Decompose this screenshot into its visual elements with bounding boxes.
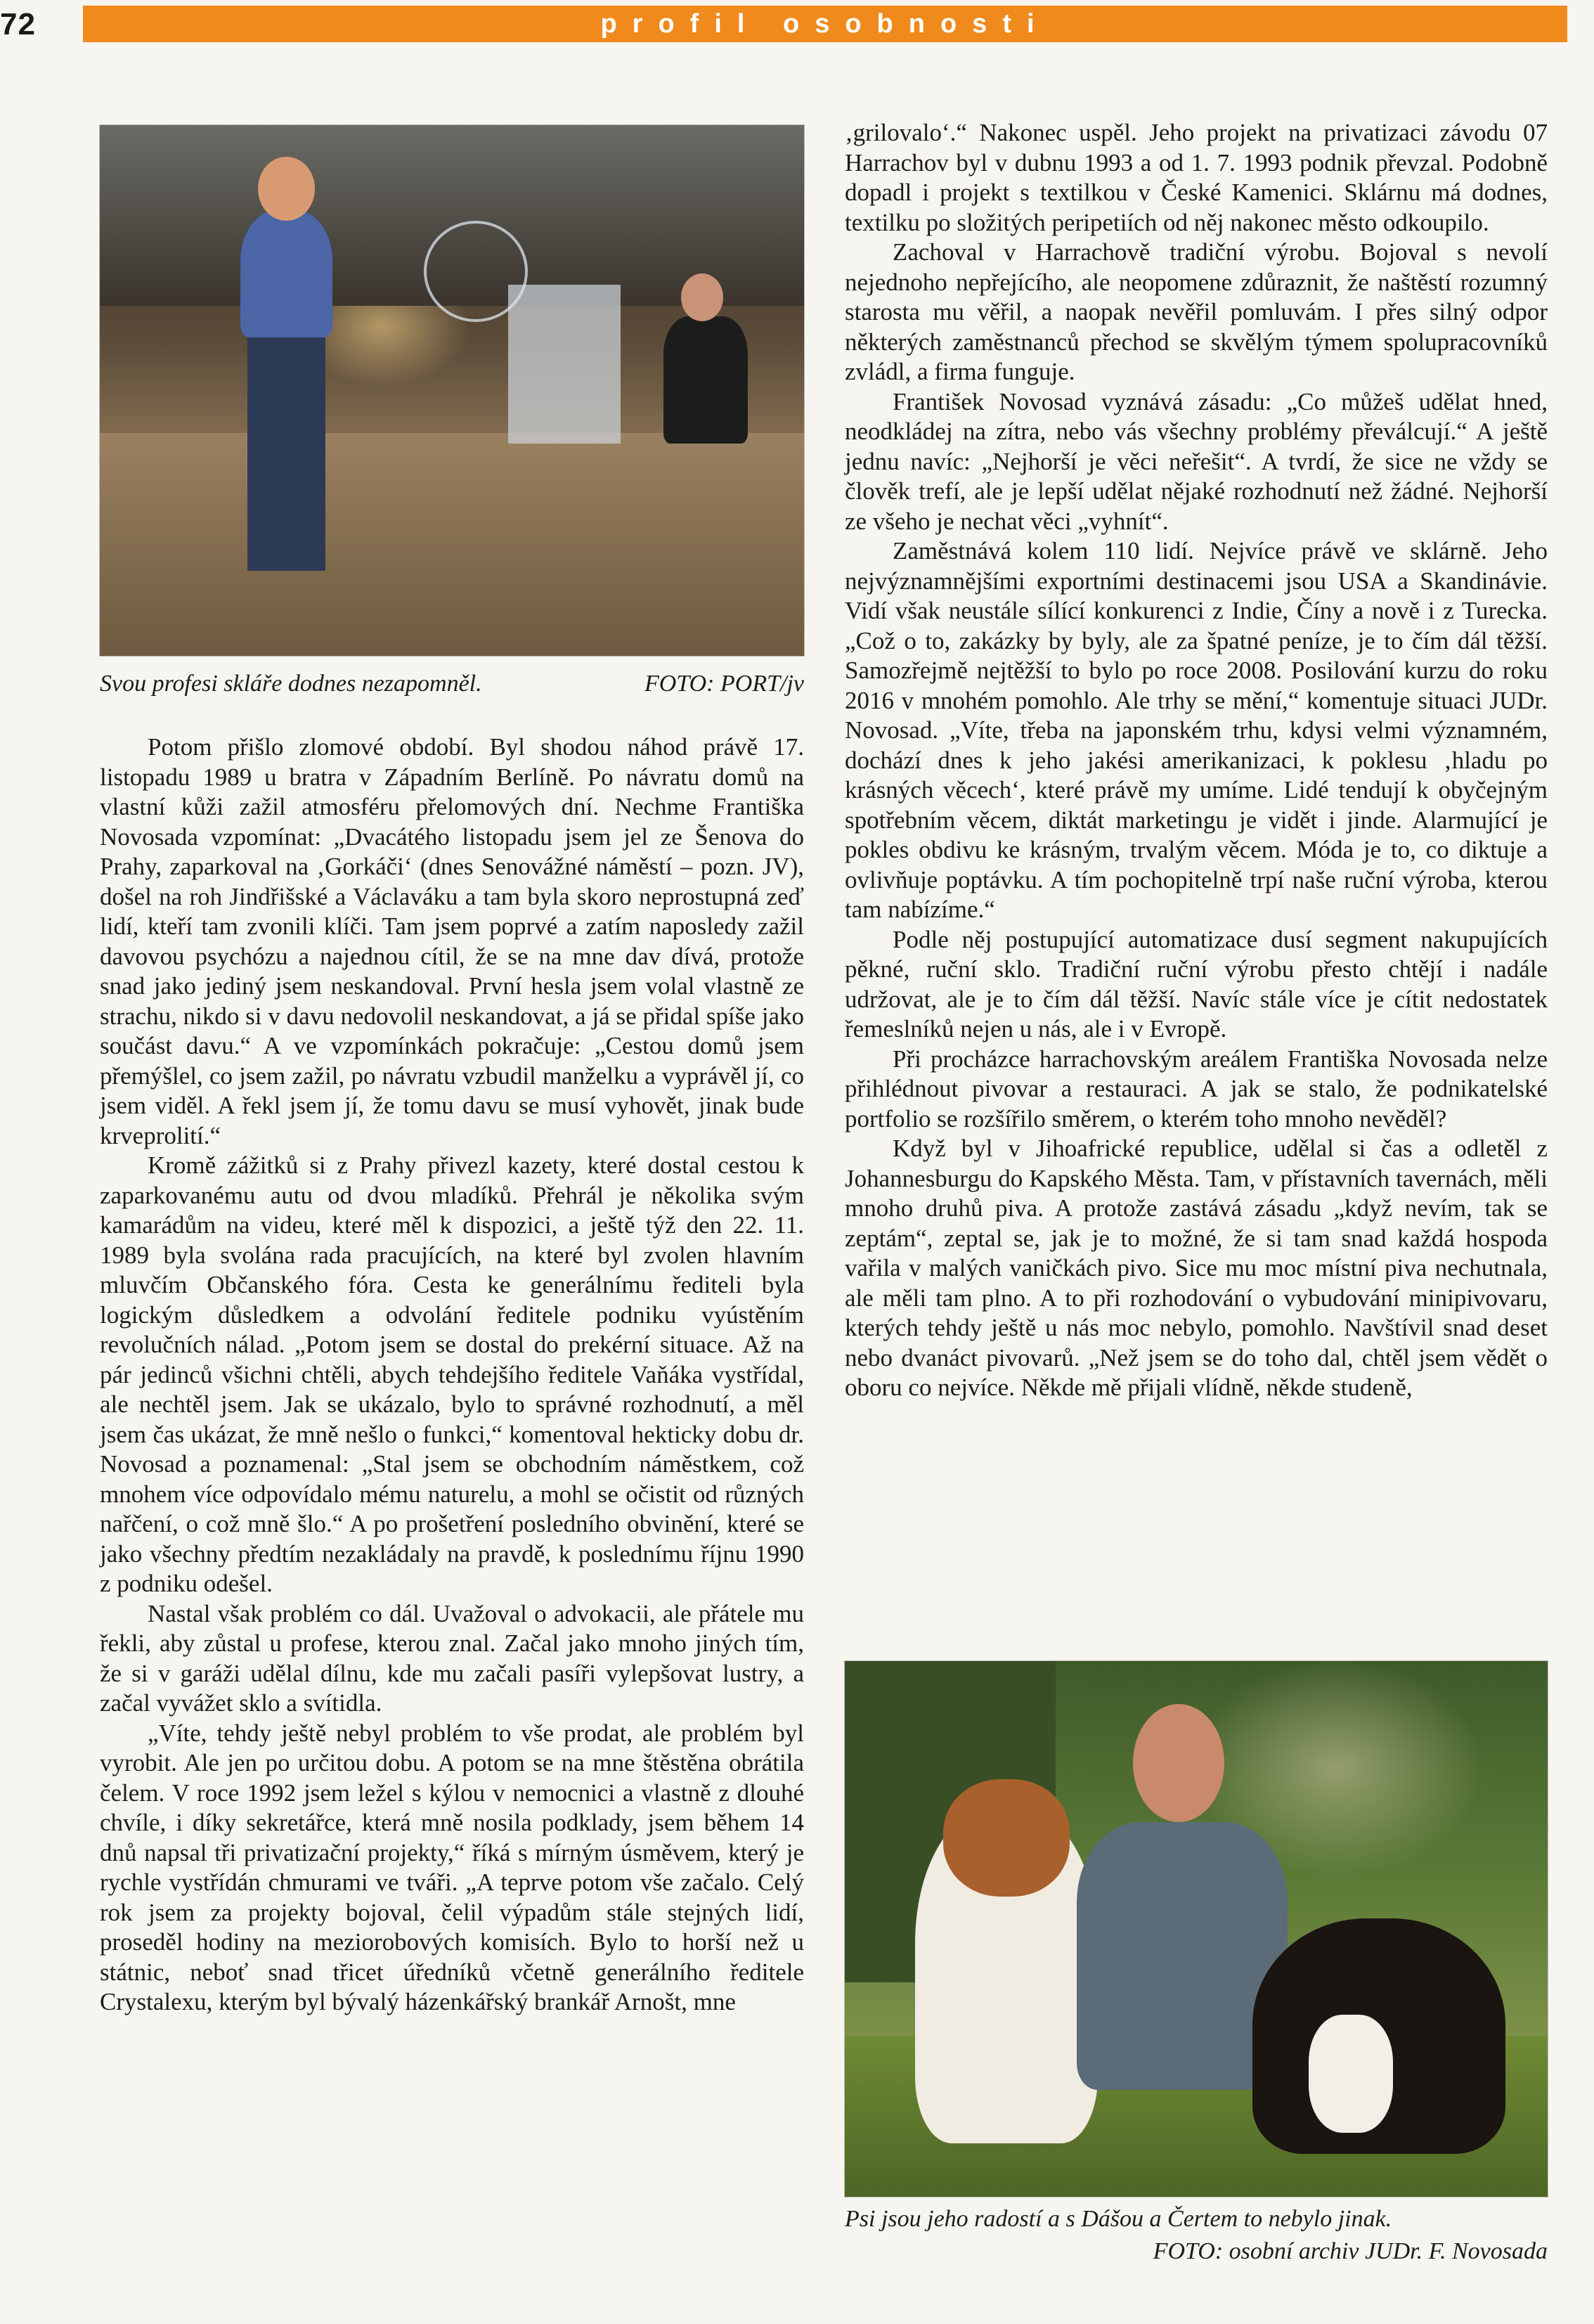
- section-title: profil osobnosti: [600, 8, 1050, 39]
- photo-cabinet: [508, 285, 621, 444]
- paragraph: Zachoval v Harrachově tradiční výrobu. Bojoval s nevolí nejednoho nepřejícího, ale neopomene zdůraznit, že naštěstí rozumný starosta mu věřil, a naopak nevěřil pomluvám. I přes silný odpor některých zaměstnanců přechod se skvělým týmem spolupracovníků zvládl, a firma funguje.: [845, 238, 1548, 385]
- photo-seated-man-head: [681, 273, 723, 321]
- caption-text: Svou profesi skláře dodnes nezapomněl.: [100, 671, 482, 697]
- photo-st-bernard-head: [943, 1779, 1070, 1897]
- photo-caption-top: [100, 668, 804, 700]
- caption-text: Psi jsou jeho radostí a s Dášou a Čertem to nebylo jinak.: [845, 2206, 1392, 2232]
- paragraph: Zaměstnává kolem 110 lidí. Nejvíce právě ve sklárně. Jeho nejvýznamnějšími exportními destinacemi jsou USA a Skandinávie. Vidí však neustále sílící konkurenci z Indie, Číny a nově i z Turecka. „Což o to, zakázky by byly, ale za špatné peníze, je to čím dál těžší. Samozřejmě nejtěžší to bylo po roce 2008. Posilování kurzu do roku 2016 v mnohém pomohlo. Ale trhy se mění,“ komentuje situaci JUDr. Novosad. „Víte, třeba na japonském trhu, kdysi velmi významném, dochází dnes k jeho jakési amerikanizaci, k poklesu ‚hladu po krásných věcech‘, které právě my umíme. Lidé tendují k obyčejným spotřebním věcem, diktát marketingu je vidět i jinde. Alarmující je pokles obdivu ke krásným, trvalým věcem. Móda je to, co diktuje a ovlivňuje poptávku. A tím pochopitelně trpí naše ruční výroba, kterou tam nabízíme.“: [845, 537, 1548, 923]
- paragraph: „Víte, tehdy ještě nebyl problém to vše prodat, ale problém byl vyrobit. Ale jen po určitou dobu. A potom se na mne štěstěna obrátila čelem. V roce 1992 jsem ležel s kýlou v nemocnici a vlastně z dlouhé chvíle, i díky sekretářce, která mně nosila podklady, jsem během 14 dnů napsal tři privatizační projekty,“ říká s mírným úsměvem, který je rychle vystřídán chmurami ve tváři. „A teprve potom vše začalo. Celý rok jsem za projekty bojoval, čelil výpadům stále stejných lidí, proseděl hodiny na meziorobových komisích. Bylo to horší než u státnic, neboť snad třicet úředníků včetně generálního ředitele Crystalexu, kterým byl bývalý házenkářský brankář Arnošt, mne: [100, 1719, 804, 2015]
- photo-man-head: [1133, 1704, 1224, 1822]
- paragraph: ‚grilovalo‘.“ Nakonec uspěl. Jeho projekt na privatizaci závodu 07 Harrachov byl v dubnu 1993 a od 1. 7. 1993 podnik převzal. Podobně dopadl i projekt s textilkou v České Kamenici. Sklárnu má dodnes, textilku po složitých peripetiích od něj nakonec město odkoupilo.: [845, 119, 1548, 236]
- paragraph: František Novosad vyznává zásadu: „Co můžeš udělat hned, neodkládej na zítra, nebo vás všechny problémy převálcují.“ A ještě jednu navíc: „Nejhorší je věci neřešit“. A tvrdí, že sice ne vždy se člověk trefí, ale je lepší udělat nějaké rozhodnutí než žádné. Nejhorší ze všeho je nechat věci „vyhnít“.: [845, 387, 1548, 535]
- photo-bernese-chest: [1309, 2015, 1393, 2133]
- paragraph: Potom přišlo zlomové období. Byl shodou náhod právě 17. listopadu 1989 u bratra v Západním Berlíně. Po návratu domů na vlastní kůži zažil atmosféru přelomových dní. Nechme Františka Novosada vzpomínat: „Dvacátého listopadu jsem jel ze Šenova do Prahy, zaparkoval na ‚Gorkáči‘ (dnes Senovážné náměstí – pozn. JV), došel na roh Jindřišské a Václaváku a tam byla skoro neprostupná zeď lidí, kteří tam zvonili klíči. Tam jsem poprvé a zatím naposledy zažil davovou psychózu a najednou cítil, že se na mne dav dívá, protože snad jako jediný jsem neskandoval. První hesla jsem volal vlastně ze strachu, nikdo si v davu nedovolil neskandovat, a já se přidal spíše jako součást davu.“ A ve vzpomínkách pokračuje: „Cestou domů jsem přemýšlel, co jsem zažil, po návratu vzbudil manželku a vyprávěl jí, co jsem viděl. A řekl jsem jí, že tomu davu se musí vyhovět, jinak bude krveprolití.“: [100, 733, 804, 1149]
- photo-caption-bottom: [845, 2203, 1548, 2268]
- section-header-bar: [83, 6, 1567, 42]
- article-column-left: [100, 732, 804, 2018]
- photo-seated-man: [663, 316, 748, 444]
- photo-man-glassblower: [240, 210, 332, 337]
- photo-glass-bubble: [424, 221, 528, 322]
- article-column-right: [845, 118, 1548, 1403]
- caption-credit: FOTO: osobní archiv JUDr. F. Novosada: [1153, 2238, 1548, 2264]
- page-number: 72: [0, 7, 36, 41]
- paragraph: Při procházce harrachovským areálem Františka Novosada nelze přihlédnout pivovar a restauraci. A jak se stalo, že podnikatelské portfolio se rozšířilo směrem, o kterém toho mnoho nevěděl?: [845, 1045, 1548, 1132]
- photo-floor: [100, 433, 804, 656]
- paragraph: Když byl v Jihoafrické republice, udělal si čas a odletěl z Johannesburgu do Kapského Města. Tam, v přístavních tavernách, měli mnoho druhů piva. A protože zastává zásadu „když nevím, tak se zeptám“, zeptal se, jak je to možné, že si tam snad každá hospoda vařila v malých vaničkách pivo. Sice mu moc místní piva nechutnala, ale měli tam plno. A to při rozhodování o vybudování minipivovaru, kterých tehdy ještě u nás moc nebylo, pomohlo. Navštívil snad deset nebo dvanáct pivovarů. „Než jsem se do toho dal, chtěl jsem vědět o oboru co nejvíce. Někde mě přijali vlídně, někde studeně,: [845, 1135, 1548, 1401]
- paragraph: Kromě zážitků si z Prahy přivezl kazety, které dostal cestou k zaparkovanému autu od dvou mladíků. Přehrál je několika svým kamarádům na videu, které měl k dispozici, a ještě týž den 22. 11. 1989 byla svolána rada pracujících, na které byl zvolen hlavním mluvčím Občanského fóra. Cesta ke generálnímu řediteli byla logickým důsledkem a odvolání ředitele podniku vyústěním revolučních nálad. „Potom jsem se dostal do prekérní situace. Až na pár jedinců všichni chtěli, abych tehdejšího ředitele Vaňáka vystřídal, ale nechtěl jsem. Jak se ukázalo, bylo to správné rozhodnutí, a měl jsem čas ukázat, že mně nešlo o funkci,“ komentoval hekticky dobu dr. Novosad a poznamenal: „Stal jsem se obchodním náměstkem, což mnohem více odpovídalo mému naturelu, a mohl se očistit od různých nařčení, o což mně šlo.“ A po prošetření posledního obvinění, které se jako všechny předtím nezakládaly na pravdě, k poslednímu říjnu 1990 z podniku odešel.: [100, 1151, 804, 1597]
- paragraph: Nastal však problém co dál. Uvažoval o advokacii, ale přátele mu řekli, aby zůstal u profese, kterou znal. Začal jako mnoho jiných tím, že si v garáži udělal dílnu, kde mu začali pasíři vylepšovat lustry, a začal vyvážet sklo a svítidla.: [100, 1599, 804, 1717]
- paragraph: Podle něj postupující automatizace dusí segment nakupujících pěkné, ruční sklo. Tradiční ruční výrobu přesto chtějí i nadále udržovat, ale je to čím dál těžší. Navíc stále více je cítit nedostatek řemeslníků nejen u nás, ale i v Evropě.: [845, 925, 1548, 1042]
- photo-man-glassblower-legs: [247, 337, 325, 571]
- dogs-photo: [845, 1661, 1548, 2197]
- photo-man-glassblower-head: [258, 157, 314, 221]
- caption-credit: FOTO: PORT/jv: [644, 671, 804, 697]
- glassblower-photo: [100, 125, 804, 656]
